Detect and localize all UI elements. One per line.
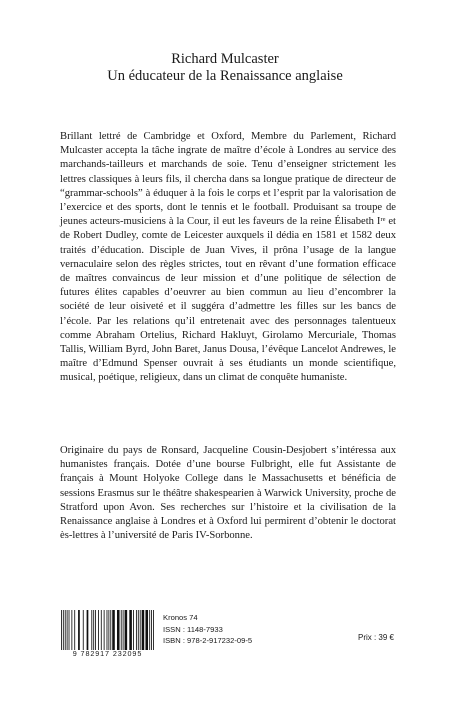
barcode-bar [93,610,94,650]
barcode-bar [83,610,84,650]
series-label: Kronos 74 [163,613,198,622]
barcode-bar [67,610,68,650]
barcode-bar [101,610,102,650]
barcode-bar [142,610,145,650]
issn-label: ISSN : 1148-7933 [163,624,223,634]
barcode-bar [71,610,72,650]
barcode-bar [136,610,137,650]
barcode-bar [61,610,62,650]
barcode-bars [60,610,155,650]
barcode-bar [110,610,111,650]
barcode-bar [63,610,64,650]
barcode-bar [104,610,105,650]
barcode-bar [145,610,148,650]
barcode-bar [129,610,132,650]
barcode-bar [74,610,75,650]
barcode-bar [149,610,150,650]
barcode-bar [133,610,134,650]
barcode-bar [108,610,109,650]
barcode-bar [65,610,66,650]
barcode-bar [95,610,96,650]
barcode-bar [125,610,128,650]
book-subtitle: Un éducateur de la Renaissance anglaise [107,68,343,84]
publication-info [163,612,252,647]
barcode-bar [123,610,124,650]
book-title: Richard Mulcaster [171,51,279,67]
isbn-label: ISBN : 978-2-917232-09-5 [163,636,253,645]
barcode-bar [98,610,99,650]
isbn-barcode [60,610,155,658]
book-summary: Brillant lettré de Cambridge et Oxford, Membre du Parlement, Richard Mulcaster accepta la tâche ingrate de maître d’école à Londres au service des marchands-tailleurs et marchands de soie. Tenu d’enseigner strictement les lettres classiques à leurs fils, il chercha dans sa longue pratique de directeur de “grammar-schools” à éduquer à la fois le corps et l’esprit par la valorisation de l’exercice et des sports, dont le tennis et le football. Produisant sa troupe de jeunes acteurs-musiciens à la Cour, il eut les faveurs de la reine Élisabeth Iʳᵉ et de Robert Dudley, comte de Leicester auxquels il dédia en 1581 et 1582 deux traités d’éducation. Disciple de Juan Vives, il prôna l’usage de la langue vernaculaire selon des règles strictes, tout en rêvant d’une formation efficace de maîtres convaincus de leur mission et d’une politique de sélection de futures élites capables d’oeuvrer au bien commun au lieu d’encombrer la société de leur oisiveté et il suggéra d’admettre les filles sur les bancs de l’école. Par les relations qu’il entretenait avec des personnages talentueux comme Abraham Ortelius, Richard Hakluyt, Girolamo Mercuriale, Thomas Tallis, William Byrd, John Baret, Janus Dousa, l’évêque Lancelot Andrewes, le maître d’Edmund Spenser ouvrait à ses étudiants un monde scientifique, musical, poétique, religieux, dans un climat de conquête humaniste. [60,131,396,384]
author-biography: Originaire du pays de Ronsard, Jacqueline Cousin-Desjobert s’intéressa aux humanistes français. Dotée d’une bourse Fulbright, elle fut Assistante de français à Mount Holyoke College dans le Massachusetts et bénéficia de sessions Erasmus sur le théâtre shakespearien à Warwick University, proche de Stratford upon Avon. Ses recherches sur l’histoire et la civilisation de la Renaissance anglaise à Londres et à Oxford lui permirent d’obtenir le doctorat ès-lettres à l’université de Paris IV-Sorbonne. [60,445,396,542]
barcode-bar [91,610,92,650]
barcode-bar [117,610,120,650]
barcode-bar [87,610,89,650]
barcode-bar [78,610,80,650]
barcode-bar [107,610,108,650]
barcode-bar [121,610,122,650]
barcode-bar [69,610,70,650]
barcode-bar [138,610,139,650]
barcode-digits: 9 782917 232095 [72,649,143,658]
barcode-bar [151,610,152,650]
barcode-bar [140,610,141,650]
price-label: Prix : 39 € [357,633,394,642]
barcode-bar [153,610,154,650]
barcode-bar [112,610,115,650]
